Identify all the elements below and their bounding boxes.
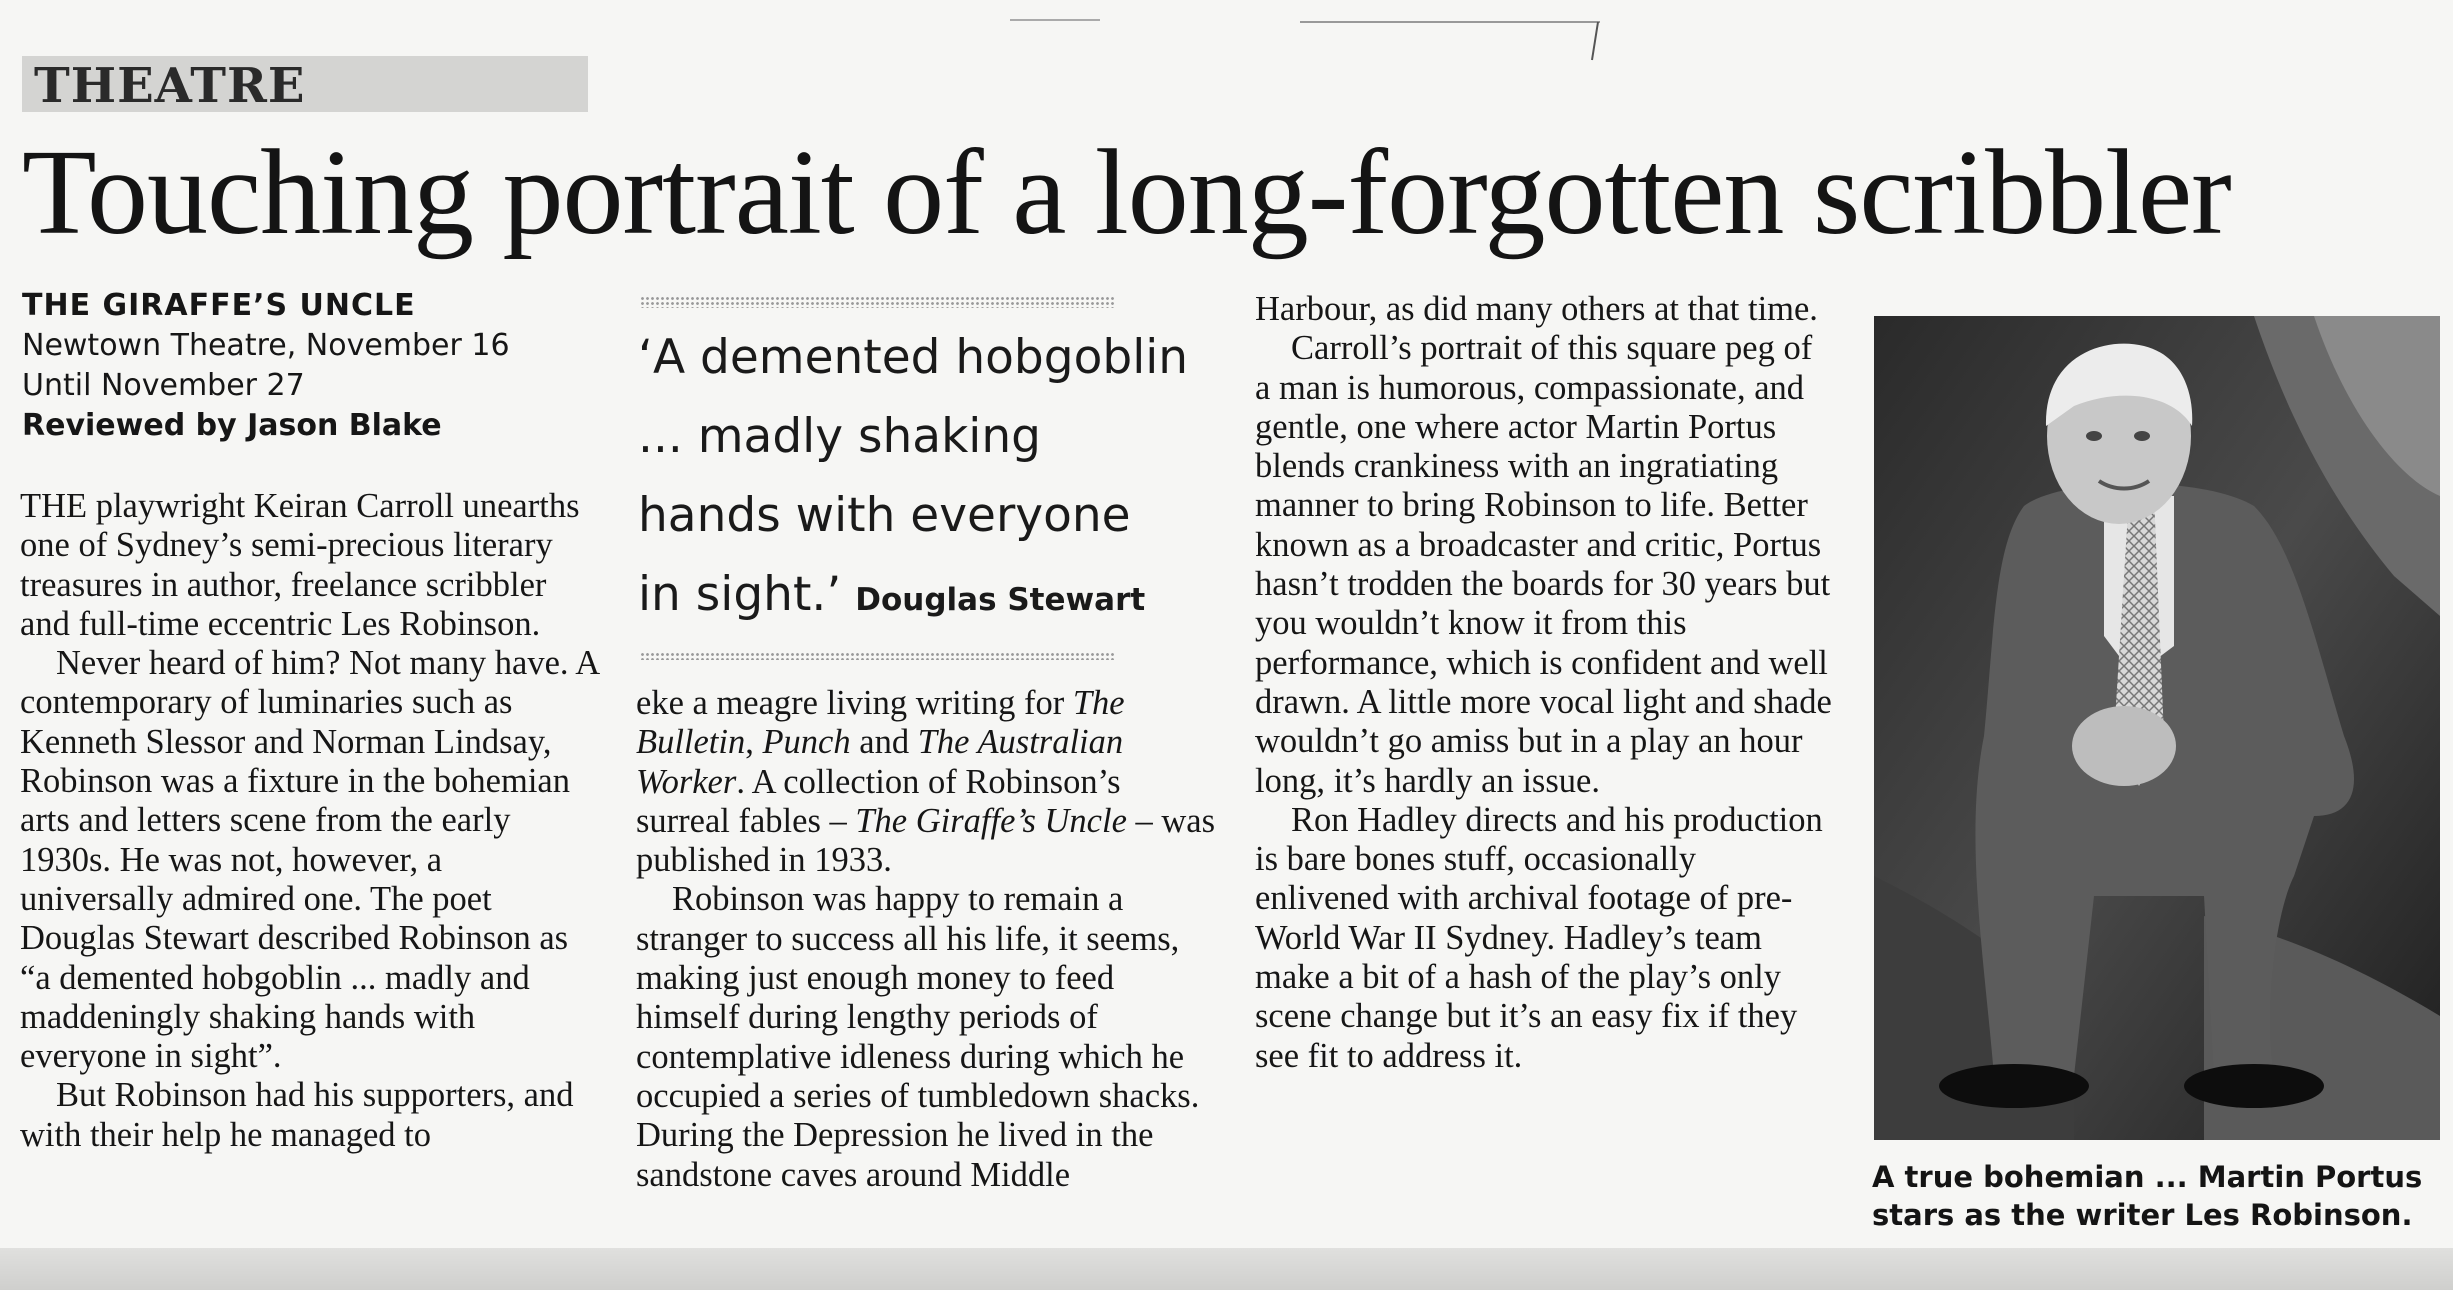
section-tag (22, 56, 588, 112)
paragraph: Ron Hadley directs and his production is bare bones stuff, occasionally enlivened with archival footage of pre-World War II Sydney. Hadley’s team make a bit of a hash of the play’s only scene change but it’s an easy fix if they see fit to address it. (1255, 800, 1823, 1075)
pullquote-line: hands with everyone (638, 488, 1131, 543)
publication-name: The Australian Worker (636, 723, 1124, 801)
review-infobox (22, 286, 602, 446)
publication-name: The Bulletin (636, 684, 1125, 762)
photo-caption (1872, 1158, 2452, 1234)
pullquote-rule-top (640, 296, 1114, 308)
text-run: . A collection of Robinson’s surreal fables – (636, 762, 1121, 840)
book-title: The Giraffe’s Uncle (855, 801, 1127, 840)
reviewer-byline: Reviewed by Jason Blake (22, 408, 442, 443)
paragraph: Harbour, as did many others at that time. (1255, 290, 1818, 328)
photo-illustration (1874, 316, 2440, 1140)
body-column-2 (636, 684, 1216, 1195)
body-column-3 (1255, 290, 1835, 1076)
scan-marks (1010, 16, 1610, 66)
scan-edge-strip (0, 1248, 2453, 1290)
paragraph (636, 684, 1216, 880)
paragraph: Never heard of him? Not many have. A contemporary of luminaries such as Kenneth Slessor and Norman Lindsay, Robinson was a fixture in the bohemian arts and letters scene from the early 1930s. He was not, however, a universally admired one. The poet Douglas Stewart described Robinson as “a demented hobgoblin ... madly and maddeningly shaking hands with everyone in sight”. (20, 644, 599, 1076)
until-line: Until November 27 (22, 368, 305, 403)
paragraph: Robinson was happy to remain a stranger to success all his life, it seems, making just enough money to feed himself during lengthy periods of contemplative idleness during which he occupied a series of tumbledown shacks. During the Depression he lived in the sandstone caves around Middle (636, 880, 1200, 1194)
section-tag-label: THEATRE (34, 58, 306, 114)
body-column-1 (20, 487, 600, 1155)
publication-name: Punch (762, 723, 851, 762)
paragraph: Carroll’s portrait of this square peg of a man is humorous, compassionate, and gentle, one where actor Martin Portus blends crankiness with an ingratiating manner to bring Robinson to life. Better known as a broadcaster and critic, Portus hasn’t trodden the boards for 30 years but you wouldn’t know it from this performance, which is confident and well drawn. A little more vocal light and shade wouldn’t go amiss but in a play an hour long, it’s hardly an issue. (1255, 329, 1832, 800)
pullquote-line: ... madly shaking (638, 409, 1041, 464)
pullquote (638, 318, 1198, 640)
pullquote-line: ‘A demented hobgoblin (638, 330, 1189, 385)
paragraph: But Robinson had his supporters, and with their help he managed to (20, 1076, 574, 1154)
caption-line: A true bohemian ... Martin Portus (1872, 1160, 2423, 1194)
actor-photo (1874, 316, 2440, 1140)
pullquote-rule-bottom (640, 652, 1114, 660)
text-run: , (745, 723, 763, 762)
pullquote-last-line (638, 555, 1198, 640)
show-title: THE GIRAFFE’S UNCLE (22, 288, 416, 323)
pullquote-line: in sight.’ (638, 567, 842, 622)
venue-line: Newtown Theatre, November 16 (22, 328, 510, 363)
pullquote-attribution: Douglas Stewart (855, 582, 1146, 618)
text-run: and (850, 723, 918, 762)
caption-line: stars as the writer Les Robinson. (1872, 1198, 2413, 1232)
headline: Touching portrait of a long-forgotten scribbler (22, 125, 2231, 260)
text-run: eke a meagre living writing for (636, 684, 1073, 722)
text-run: – was published in 1933. (636, 801, 1216, 880)
paragraph: THE playwright Keiran Carroll unearths one of Sydney’s semi-precious literary treasures in author, freelance scribbler and full-time eccentric Les Robinson. (20, 487, 580, 643)
